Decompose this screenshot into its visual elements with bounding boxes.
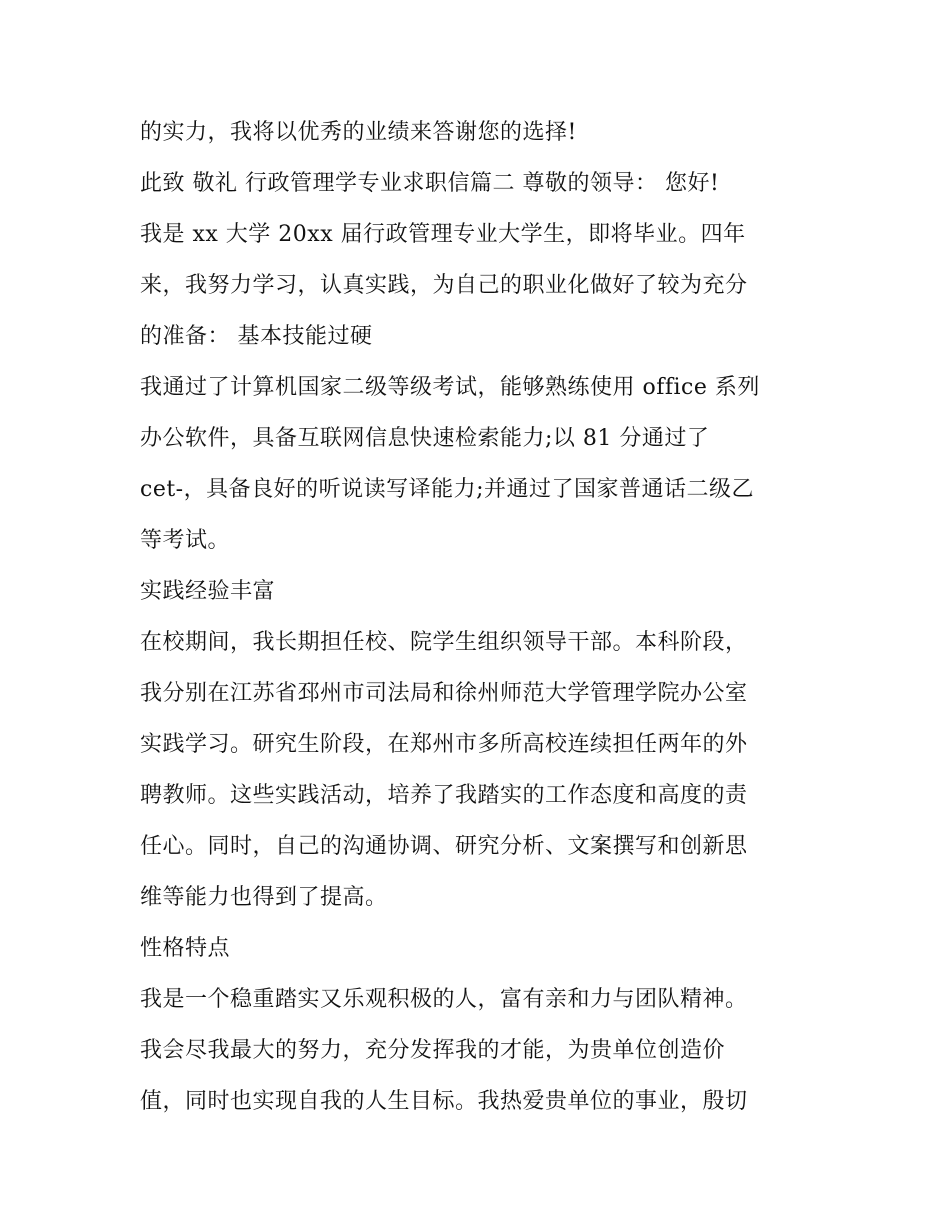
text-line: 我会尽我最大的努力，充分发挥我的才能，为贵单位创造价 bbox=[140, 1038, 726, 1063]
text-line: 聘教师。这些实践活动，培养了我踏实的工作态度和高度的责 bbox=[140, 783, 748, 808]
text-line: 的实力，我将以优秀的业绩来答谢您的选择! bbox=[140, 120, 577, 145]
text-line: 值，同时也实现自我的人生目标。我热爱贵单位的事业，殷切 bbox=[140, 1089, 748, 1114]
document-body bbox=[140, 107, 840, 1127]
text-line: 办公软件，具备互联网信息快速检索能力;以 81 分通过了 bbox=[140, 426, 710, 451]
text-line: 我分别在江苏省邳州市司法局和徐州师范大学管理学院办公室 bbox=[140, 681, 748, 706]
text-line: cet-，具备良好的听说读写译能力;并通过了国家普通话二级乙 bbox=[140, 477, 755, 502]
text-line: 在校期间，我长期担任校、院学生组织领导干部。本科阶段， bbox=[140, 630, 748, 655]
text-line: 我通过了计算机国家二级等级考试，能够熟练使用 office 系列 bbox=[140, 375, 760, 400]
text-line: 等考试。 bbox=[140, 528, 231, 553]
text-line: 我是 xx 大学 20xx 届行政管理专业大学生，即将毕业。四年 bbox=[140, 222, 746, 247]
text-line: 我是一个稳重踏实又乐观积极的人，富有亲和力与团队精神。 bbox=[140, 987, 748, 1012]
section-heading: 实践经验丰富 bbox=[140, 579, 276, 604]
text-line: 的准备： 基本技能过硬 bbox=[140, 324, 373, 349]
text-line: 此致 敬礼 行政管理学专业求职信篇二 尊敬的领导： 您好! bbox=[140, 171, 720, 196]
text-line: 来，我努力学习，认真实践，为自己的职业化做好了较为充分 bbox=[140, 273, 748, 298]
section-heading: 性格特点 bbox=[140, 936, 231, 961]
text-line: 任心。同时，自己的沟通协调、研究分析、文案撰写和创新思 bbox=[140, 834, 748, 859]
text-line: 维等能力也得到了提高。 bbox=[140, 885, 388, 910]
text-line: 实践学习。研究生阶段，在郑州市多所高校连续担任两年的外 bbox=[140, 732, 748, 757]
